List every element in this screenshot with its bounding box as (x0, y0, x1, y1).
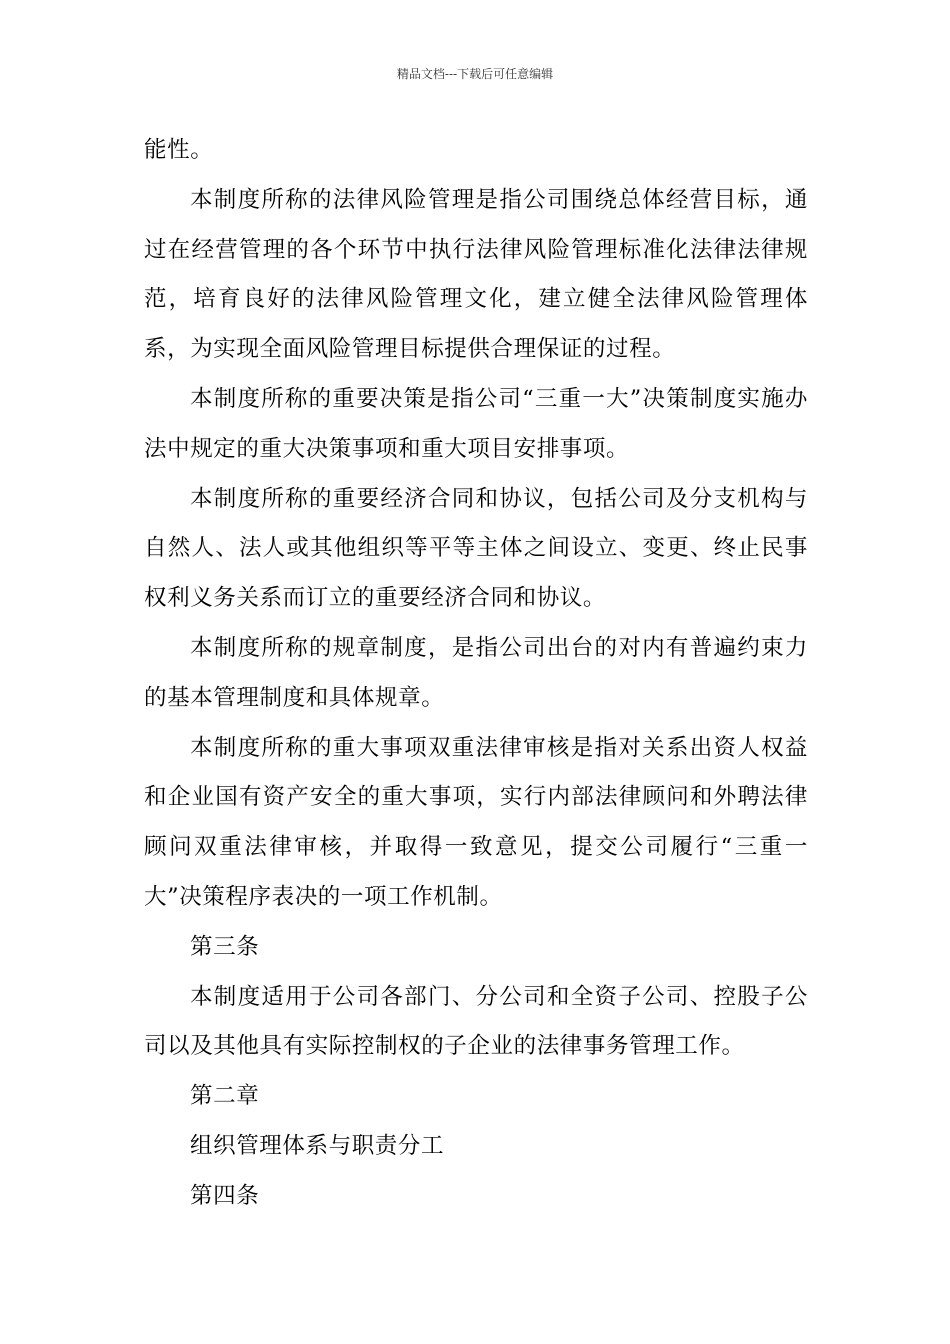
document-body (144, 126, 808, 1222)
article-heading-3: 第三条 (190, 933, 260, 960)
article-heading-4: 第四条 (190, 1182, 260, 1209)
paragraph-dual-review-definition: 本制度所称的重大事项双重法律审核是指对关系出资人权益和企业国有资产安全的重大事项，实行内部法律顾问和外聘法律顾问双重法律审核，并取得一致意见，提交公司履行“三重一大”决策程序表决的一项工作机制。 (144, 734, 808, 910)
chapter-title: 组织管理体系与职责分工 (190, 1132, 445, 1159)
paragraph-continuation: 能性。 (144, 137, 214, 163)
paragraph-legal-risk-definition: 本制度所称的法律风险管理是指公司围绕总体经营目标，通过在经营管理的各个环节中执行法律风险管理标准化法律法律规范，培育良好的法律风险管理文化，建立健全法律风险管理体系，为实现全面风险管理目标提供合理保证的过程。 (144, 186, 808, 363)
paragraph-scope: 本制度适用于公司各部门、分公司和全资子公司、控股子公司以及其他具有实际控制权的子企业的法律事务管理工作。 (144, 983, 808, 1060)
page-header: 精品文档---下载后可任意编辑 (396, 67, 554, 81)
chapter-heading-2: 第二章 (190, 1083, 260, 1110)
paragraph-regulation-definition: 本制度所称的规章制度，是指公司出台的对内有普遍约束力的基本管理制度和具体规章。 (144, 634, 808, 711)
paragraph-important-decision-definition: 本制度所称的重要决策是指公司“三重一大”决策制度实施办法中规定的重大决策事项和重大项目安排事项。 (144, 385, 808, 462)
paragraph-contract-definition: 本制度所称的重要经济合同和协议，包括公司及分支机构与自然人、法人或其他组织等平等主体之间设立、变更、终止民事权利义务关系而订立的重要经济合同和协议。 (144, 485, 808, 612)
